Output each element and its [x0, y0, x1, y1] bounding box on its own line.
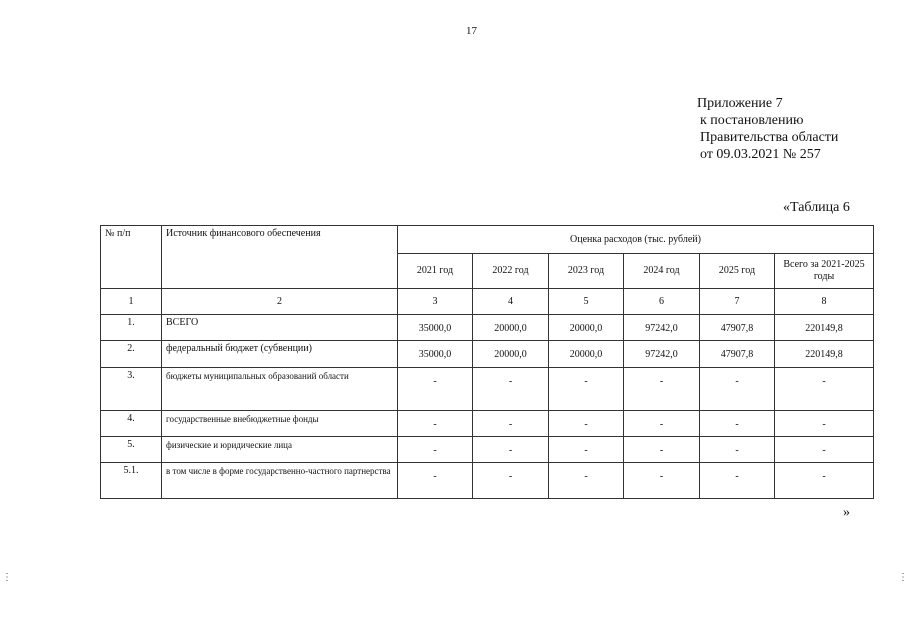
row-source: физические и юридические лица	[162, 437, 398, 463]
row-value: -	[473, 411, 549, 437]
year-header: 2024 год	[624, 254, 700, 289]
row-value: -	[775, 411, 874, 437]
header-row	[101, 226, 874, 254]
row-source: бюджеты муниципальных образований области	[162, 368, 398, 411]
row-value: 220149,8	[775, 315, 874, 341]
row-value: 47907,8	[700, 315, 775, 341]
row-value: -	[473, 463, 549, 499]
row-number: 5.1.	[101, 463, 162, 499]
table-row	[101, 315, 874, 341]
col-num-header: № п/п	[101, 226, 162, 289]
year-header: 2022 год	[473, 254, 549, 289]
year-header: 2025 год	[700, 254, 775, 289]
row-value: 20000,0	[549, 341, 624, 368]
row-value: -	[549, 463, 624, 499]
index-cell: 2	[162, 289, 398, 315]
row-value: -	[775, 463, 874, 499]
row-value: 20000,0	[473, 315, 549, 341]
row-source: ВСЕГО	[162, 315, 398, 341]
row-source: государственные внебюджетные фонды	[162, 411, 398, 437]
row-value: -	[700, 411, 775, 437]
row-value: -	[624, 437, 700, 463]
annex-block	[697, 95, 838, 163]
table-row	[101, 463, 874, 499]
row-number: 2.	[101, 341, 162, 368]
index-cell: 5	[549, 289, 624, 315]
row-value: 35000,0	[398, 341, 473, 368]
total-header: Всего за 2021-2025 годы	[775, 254, 874, 289]
index-cell: 6	[624, 289, 700, 315]
row-value: -	[549, 368, 624, 411]
row-value: -	[398, 411, 473, 437]
row-number: 5.	[101, 437, 162, 463]
scan-edge-mark: ⋮	[2, 572, 12, 583]
page-number: 17	[466, 25, 477, 37]
scan-edge-mark: ⋮	[898, 572, 908, 583]
row-value: -	[473, 437, 549, 463]
table-row	[101, 341, 874, 368]
row-source: федеральный бюджет (субвенции)	[162, 341, 398, 368]
row-value: 20000,0	[473, 341, 549, 368]
closing-quote: »	[843, 505, 850, 520]
row-value: 20000,0	[549, 315, 624, 341]
row-value: -	[624, 463, 700, 499]
annex-line: к постановлению	[700, 113, 804, 128]
row-value: -	[398, 463, 473, 499]
row-value: 220149,8	[775, 341, 874, 368]
row-number: 4.	[101, 411, 162, 437]
row-value: -	[549, 437, 624, 463]
table-row	[101, 437, 874, 463]
index-cell: 4	[473, 289, 549, 315]
index-cell: 7	[700, 289, 775, 315]
row-value: -	[624, 411, 700, 437]
index-row	[101, 289, 874, 315]
row-value: -	[398, 437, 473, 463]
row-value: 97242,0	[624, 315, 700, 341]
table-row	[101, 411, 874, 437]
row-value: -	[549, 411, 624, 437]
row-number: 1.	[101, 315, 162, 341]
row-value: -	[700, 368, 775, 411]
row-value: 47907,8	[700, 341, 775, 368]
annex-line: Приложение 7	[697, 96, 783, 111]
table-row	[101, 368, 874, 411]
index-cell: 1	[101, 289, 162, 315]
index-cell: 3	[398, 289, 473, 315]
table-caption: «Таблица 6	[783, 200, 850, 215]
row-source: в том числе в форме государственно-частного партнерства	[162, 463, 398, 499]
row-value: -	[700, 437, 775, 463]
row-value: -	[398, 368, 473, 411]
index-cell: 8	[775, 289, 874, 315]
year-header: 2023 год	[549, 254, 624, 289]
annex-line: от 09.03.2021 № 257	[700, 147, 821, 162]
row-value: -	[700, 463, 775, 499]
col-source-header: Источник финансового обеспечения	[162, 226, 398, 289]
row-value: 97242,0	[624, 341, 700, 368]
row-value: -	[775, 368, 874, 411]
expense-group-header: Оценка расходов (тыс. рублей)	[398, 226, 874, 254]
financing-table	[100, 225, 874, 499]
row-value: -	[473, 368, 549, 411]
annex-line: Правительства области	[700, 130, 839, 145]
row-number: 3.	[101, 368, 162, 411]
row-value: 35000,0	[398, 315, 473, 341]
year-header: 2021 год	[398, 254, 473, 289]
row-value: -	[624, 368, 700, 411]
row-value: -	[775, 437, 874, 463]
